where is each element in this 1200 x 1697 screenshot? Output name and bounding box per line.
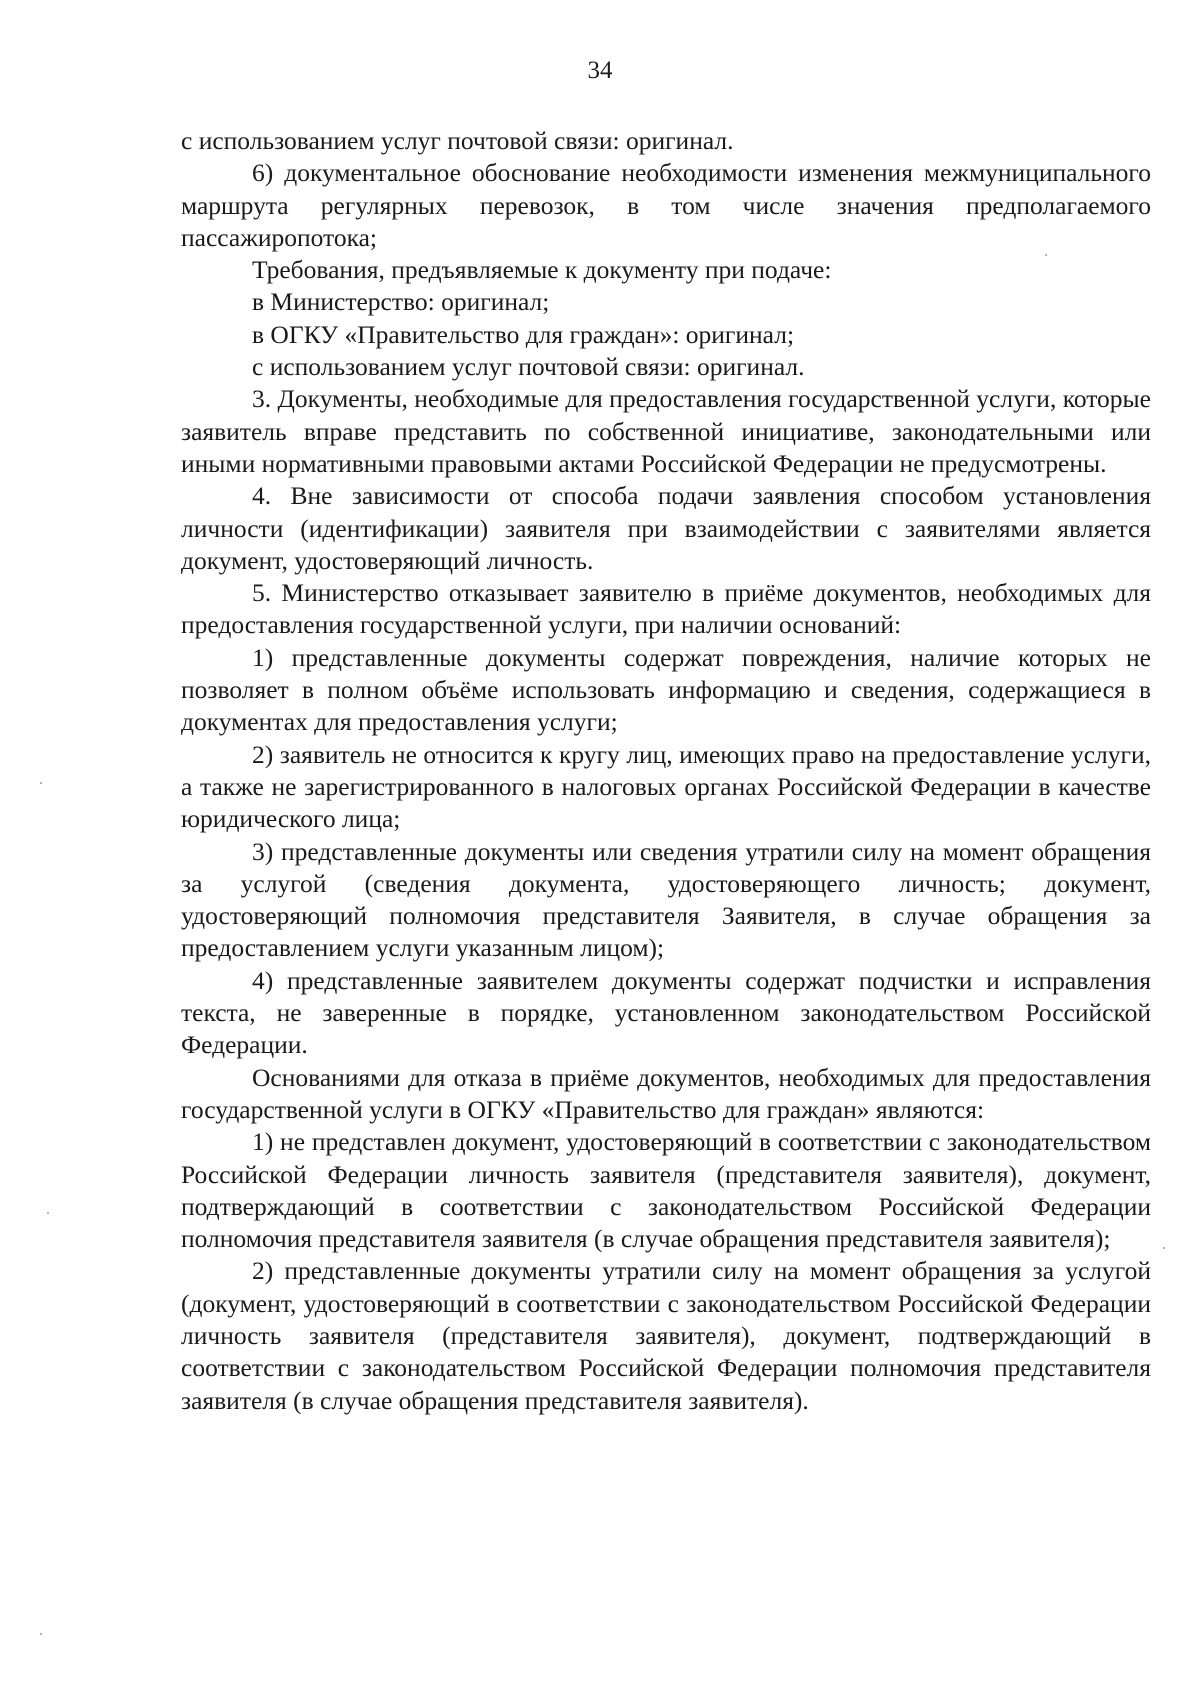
scan-speck [47,1212,49,1214]
paragraph-ogku-original: в ОГКУ «Правительство для граждан»: оригинал; [252,319,795,349]
page-number: 34 [587,57,613,84]
paragraph-clause-4: 4. Вне зависимости от способа подачи заявления способом установления личности (идентификации) заявителя при взаимодействии с заявителями является документ, удостоверяющий личность. [181,481,1151,575]
scan-speck [1045,254,1047,256]
paragraph-refusal-4: 4) представленные заявителем документы содержат подчистки и исправления текста, не заверенные в порядке, установленном законодательством Российской Федерации. [181,965,1151,1060]
paragraph-refusal-2: 2) заявитель не относится к кругу лиц, имеющих право на предоставление услуги, а также не зарегистрированного в налоговых органах Российской Федерации в качестве юридического лица; [181,739,1151,834]
paragraph-refusal-3: 3) представленные документы или сведения утратили силу на момент обращения за услугой (сведения документа, удостоверяющего личность; документ, удостоверяющий полномочия представителя Заявителя, в случае обращения за предоставлением услуги указанным лицом); [181,836,1151,963]
paragraph-clause-3: 3. Документы, необходимые для предоставления государственной услуги, которые заявитель вправе представить по собственной инициативе, законодательными или иными нормативными правовыми актами Российской Федерации не предусмотрены. [181,384,1151,478]
paragraph-item-6-route-justification: 6) документальное обоснование необходимости изменения межмуниципального маршрута регулярных перевозок, в том числе значения предполагаемого пассажиропотока; [181,158,1151,252]
paragraph-ministry-original: в Министерство: оригинал; [252,287,550,317]
body-text [181,125,1151,1417]
paragraph-ogku-grounds: Основаниями для отказа в приёме документов, необходимых для предоставления государственной услуги в ОГКУ «Правительство для граждан» являются: [181,1062,1151,1124]
paragraph-refusal-1: 1) представленные документы содержат повреждения, наличие которых не позволяет в полном объёме использовать информацию и сведения, содержащиеся в документах для предоставления услуги; [181,642,1151,737]
paragraph-ogku-ground-1: 1) не представлен документ, удостоверяющий в соответствии с законодательством Российской Федерации личность заявителя (представителя заявителя), документ, подтверждающий в соответствии с законодательством Российской Федерации полномочия представителя заявителя (в случае обращения представителя заявителя); [181,1127,1151,1254]
paragraph-postal-original-2: с использованием услуг почтовой связи: оригинал. [252,352,805,382]
paragraph-postal-original-1: с использованием услуг почтовой связи: оригинал. [181,126,734,155]
paragraph-requirements-heading: Требования, предъявляемые к документу при подаче: [252,255,832,285]
paragraph-ogku-ground-2: 2) представленные документы утратили силу на момент обращения за услугой (документ, удостоверяющий в соответствии с законодательством Российской Федерации личность заявителя (представителя заявителя), документ, подтверждающий в соответствии с законодательством Российской Федерации полномочия представителя заявителя (в случае обращения представителя заявителя). [181,1256,1151,1415]
scan-speck [40,782,42,784]
scan-speck [1163,1247,1165,1249]
paragraph-clause-5: 5. Министерство отказывает заявителю в приёме документов, необходимых для предоставления государственной услуги, при наличии оснований: [181,578,1151,640]
scan-speck [40,1633,42,1635]
